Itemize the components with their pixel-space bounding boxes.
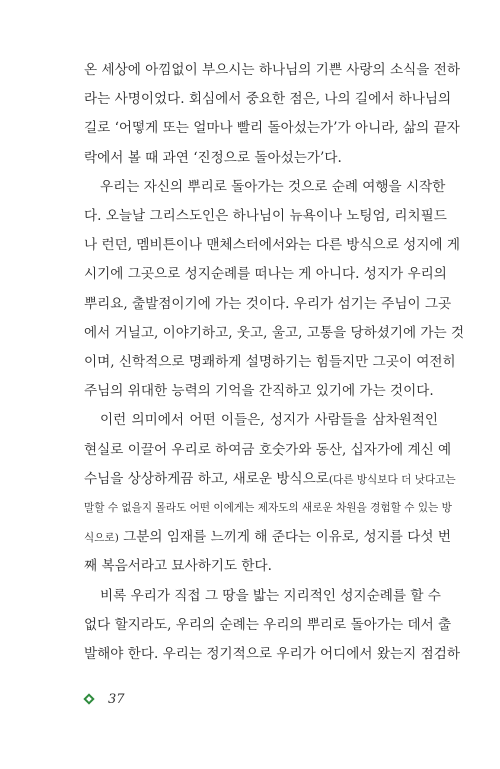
- text-line: 발해야 한다. 우리는 정기적으로 우리가 어디에서 왔는지 점검하: [84, 645, 460, 662]
- text-line: 째 복음서라고 묘사하기도 한다.: [84, 558, 272, 575]
- text-line: 온 세상에 아낌없이 부으시는 하나님의 기쁜 사랑의 소식을 전하: [84, 62, 460, 78]
- text-line: 길로 ‘어떻게 또는 얼마나 빨리 돌아섰는가’가 아니라, 삶의 끝자: [84, 120, 460, 137]
- text-line: 에서 거닐고, 이야기하고, 웃고, 울고, 고통을 당하셨기에 가는 것: [84, 324, 465, 341]
- green-diamond-ornament-icon: [84, 694, 94, 704]
- text-line: 뿌리요, 출발점이기에 가는 것이다. 우리가 섬기는 주님이 그곳: [84, 295, 452, 312]
- paragraph-first-line: 비록 우리가 직접 그 땅을 밟는 지리적인 성지순례를 할 수: [100, 587, 441, 604]
- text-line-mixed: [84, 465, 456, 494]
- text-line: 다. 오늘날 그리스도인은 하나님이 뉴욕이나 노팅엄, 리치필드: [84, 208, 447, 224]
- paragraph-first-line: 이런 의미에서 어떤 이들은, 성지가 사람들을 삼차원적인: [100, 412, 438, 429]
- paragraph-first-line: 우리는 자신의 뿌리로 돌아가는 것으로 순례 여행을 시작한: [100, 178, 446, 195]
- text-line: 나 런던, 멤비튼이나 맨체스터에서와는 다른 방식으로 성지에 게: [84, 237, 460, 254]
- text-line: 라는 사명이었다. 회심에서 중요한 점은, 나의 길에서 하나님의: [84, 91, 452, 108]
- text-line-mixed: [84, 523, 451, 552]
- text-line: 없다 할지라도, 우리의 순례는 우리의 뿌리로 돌아가는 데서 출: [84, 616, 452, 633]
- page-number: 37: [108, 691, 125, 707]
- text-line: 이며, 신학적으로 명쾌하게 설명하기는 힘들지만 그곳이 여전히: [84, 354, 456, 370]
- page-footer: [84, 687, 125, 711]
- text-line: 락에서 볼 때 과연 ‘진정으로 돌아섰는가’다.: [84, 149, 342, 166]
- text-line: 시기에 그곳으로 성지순례를 떠나는 게 아니다. 성지가 우리의: [84, 266, 447, 283]
- parenthetical-note-line: 말할 수 없을지 몰라도 어떤 이에게는 제자도의 새로운 차원을 경험할 수 있는 방: [84, 502, 452, 514]
- parenthetical-note: (다른 방식보다 더 낫다고는: [328, 473, 456, 486]
- text-segment: 그분의 임재를 느끼게 해 준다는 이유로, 성지를 다섯 번: [118, 529, 451, 546]
- parenthetical-note: 식으로): [84, 532, 119, 545]
- text-line: 주님의 위대한 능력의 기억을 간직하고 있기에 가는 것이다.: [84, 383, 434, 400]
- text-segment: 수님을 상상하게끔 하고, 새로운 방식으로: [84, 470, 329, 487]
- text-line: 현실로 이끌어 우리로 하여금 호숫가와 동산, 십자가에 계신 예: [84, 441, 452, 458]
